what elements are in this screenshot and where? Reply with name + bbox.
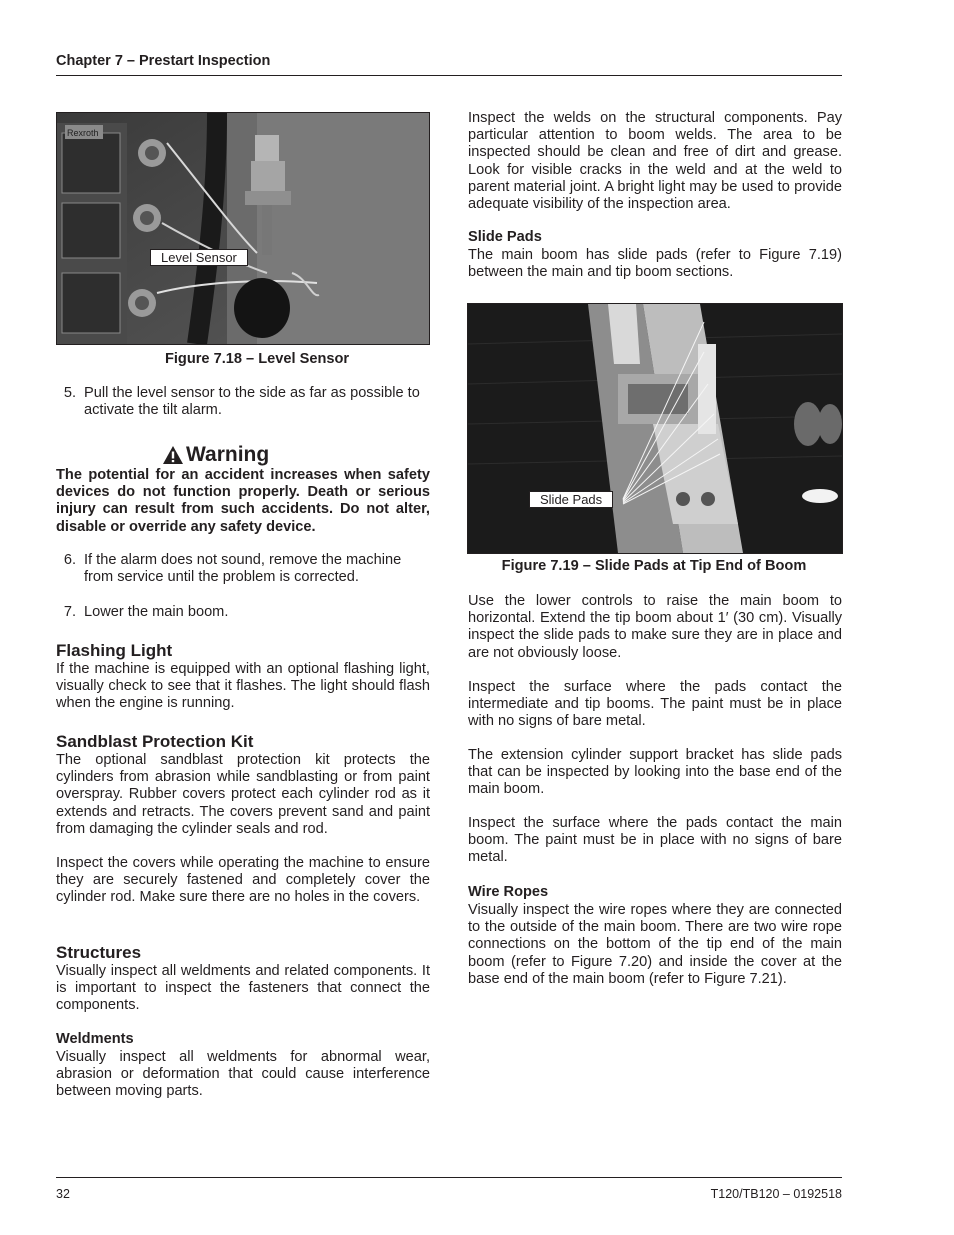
slide-pads-heading: Slide Pads — [468, 229, 542, 245]
figure-7-19-caption: Figure 7.19 – Slide Pads at Tip End of Boom — [501, 558, 807, 574]
figure-7-18-caption: Figure 7.18 – Level Sensor — [164, 351, 350, 367]
slide-pads-para-4: Inspect the surface where the pads contact the main boom. The paint must be in place with no signs of bare metal. — [468, 815, 842, 866]
slide-pads-text: The main boom has slide pads (refer to Figure 7.19) between the main and tip boom sections. — [468, 247, 842, 281]
sandblast-text-2: Inspect the covers while operating the machine to ensure they are securely fastened and completely cover the cylinder rod. Make sure there are no holes in the covers. — [56, 855, 430, 906]
wire-ropes-heading: Wire Ropes — [468, 884, 549, 900]
step-6-number: 6. — [63, 552, 76, 568]
warning-heading — [162, 443, 269, 467]
structures-heading: Structures — [56, 943, 142, 962]
sandblast-heading: Sandblast Protection Kit — [56, 732, 254, 751]
weldments-text: Visually inspect all weldments for abnormal wear, abrasion or deformation that could cause interference between moving parts. — [56, 1049, 430, 1100]
page-number: 32 — [56, 1187, 70, 1201]
step-7-text: Lower the main boom. — [84, 604, 229, 620]
header-rule — [56, 75, 842, 76]
footer-rule — [56, 1177, 842, 1178]
slide-pads-para-3: The extension cylinder support bracket has slide pads that can be inspected by looking into the base end of the main boom. — [468, 747, 842, 798]
slide-pads-photo — [467, 303, 843, 554]
slide-pads-illustration — [468, 304, 842, 553]
welds-text: Inspect the welds on the structural components. Pay particular attention to boom welds. The area to be inspected should be clean and free of dirt and grease. Look for visible cracks in the weld and at the weld to parent material joint. A bright light may be used to provide adequate visibility of the inspection area. — [468, 110, 842, 213]
step-7-number: 7. — [63, 604, 76, 620]
level-sensor-illustration — [57, 113, 429, 344]
slide-pads-para-1: Use the lower controls to raise the main boom to horizontal. Extend the tip boom about 1′ (30 cm). Visually inspect the slide pads to make sure they are in place and are not obviously loose. — [468, 593, 842, 661]
step-5-text: Pull the level sensor to the side as far as possible to activate the tilt alarm. — [84, 385, 420, 419]
document-id: T120/TB120 – 0192518 — [710, 1187, 842, 1201]
step-7 — [56, 604, 430, 622]
chapter-header: Chapter 7 – Prestart Inspection — [56, 53, 271, 69]
structures-text: Visually inspect all weldments and related components. It is important to inspect the fasteners that connect the components. — [56, 963, 430, 1014]
wire-ropes-text: Visually inspect the wire ropes where they are connected to the outside of the main boom. There are two wire rope connections on the bottom of the tip end of the main boom (refer to Figure 7.20) and inside the cover at the base end of the main boom (refer to Figure 7.21). — [468, 902, 842, 987]
warning-title: Warning — [186, 443, 270, 466]
rexroth-sticker: Rexroth — [67, 128, 99, 138]
level-sensor-photo — [56, 112, 430, 345]
step-5-number: 5. — [63, 385, 76, 401]
slide-pads-callout: Slide Pads — [529, 491, 613, 508]
level-sensor-callout: Level Sensor — [150, 249, 248, 266]
slide-pads-para-2: Inspect the surface where the pads contact the intermediate and tip booms. The paint must be in place with no signs of bare metal. — [468, 679, 842, 730]
step-5 — [56, 385, 430, 421]
sandblast-text-1: The optional sandblast protection kit protects the cylinders from abrasion while sandblasting or from paint overspray. Rubber covers protect each cylinder rod as it extends and retracts. The covers prevent sand and paint from damaging the cylinder seals and rod. — [56, 752, 430, 837]
flashing-light-heading: Flashing Light — [56, 641, 173, 660]
flashing-light-text: If the machine is equipped with an optional flashing light, visually check to see that it flashes. The light should flash when the engine is running. — [56, 661, 430, 712]
step-6 — [56, 552, 430, 588]
weldments-heading: Weldments — [56, 1031, 134, 1047]
warning-icon — [162, 445, 184, 465]
warning-text: The potential for an accident increases when safety devices do not function properly. Death or serious injury can result from such accidents. Do not alter, disable or override any safety device. — [56, 467, 430, 535]
step-6-text: If the alarm does not sound, remove the machine from service until the problem is corrected. — [84, 552, 402, 586]
